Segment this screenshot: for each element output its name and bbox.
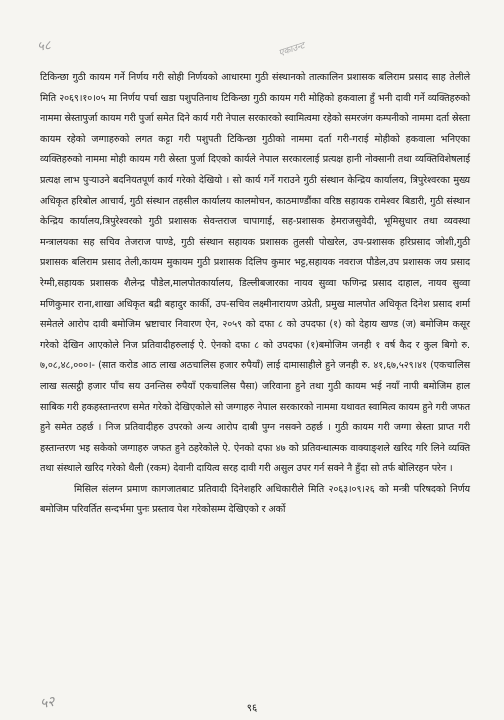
page-number: ९६ [246, 703, 258, 714]
margin-initials: ५२ [38, 693, 56, 713]
paragraph-evidence: मिसिल संलग्न प्रमाण कागजातबाट प्रतिवादी दिनेशहरि अधिकारीले मिति २०६३।०९।२६ को मन्त्री परिषदको निर्णय बमोजिम परिवर्तित सन्दर्भमा पुनः प्रस्ताव पेश गरेकोसम्म देखिएको र अर्को [40, 483, 470, 516]
faded-handwritten-note: एकाउन्ट [277, 41, 306, 59]
margin-handwritten-mark: ५८ [36, 38, 52, 55]
document-body [40, 68, 470, 521]
paragraph-judgment: टिकिन्छा गुठी कायम गर्ने निर्णय गरी सोही निर्णयको आधारमा गुठी संस्थानको तात्कालिन प्रशासक बलिराम प्रसाद साह तेलीले मिति २०६९।१०।०५ मा निर्णय पर्चा खडा पशुपतिनाथ टिकिन्छा गुठी कायम गरी मोहिको हकवाला हुँ भनी दावी गर्ने व्यक्तिहरुको नाममा स्रेस्तापुर्जा कायम गरी पुर्जा समेत दिने कार्य गरी नेपाल सरकारको स्वामित्वमा रहेको समरजंग कम्पनीको नाममा दर्ता स्रेस्ता कायम रहेको जग्गाहरुको लगत कट्टा गरी पशुपती टिकिन्छा गुठीको नाममा दर्ता गरी-गराई मोहीको हकवाला भनिएका व्यक्तिहरुको नाममा मोही कायम गरी स्रेस्ता पुर्जा दिएको कार्यले नेपाल सरकारलाई प्रत्यक्ष हानी नोक्सानी तथा व्यक्तिविशेषलाई प्रत्यक्ष लाभ पुऱ्याउने बदनियतपूर्ण कार्य गरेको देखियो । सो कार्य गर्ने गराउने गुठी संस्थान केन्द्रिय कार्यालय, त्रिपुरेश्वरका मुख्य अधिकृत हरिबोल आचार्य, गुठी संस्थान तहसील कार्यालय कालमोचन, काठमाण्डौंका वरिष्ठ सहायक रामेश्वर बिडारी, गुठी संस्थान केन्द्रिय कार्यालय,त्रिपुरेश्वरको गुठी प्रशासक सेवन्तराज चापागाई, सह-प्रशासक हेमराजसुवेदी, भूमिसुधार तथा व्यवस्था मन्त्रालयका सह सचिव तेजराज पाण्डे, गुठी संस्थान सहायक प्रशासक तुलसी पोखरेल, उप-प्रशासक हरिप्रसाद जोशी,गुठी प्रशासक बलिराम प्रसाद तेली,कायम मुकायम गुठी प्रशासक दिलिप कुमार भट्ट,सहायक नवराज पौडेल,उप प्रशासक जय प्रसाद रेग्मी,सहायक प्रशासक शैलेन्द्र पौडेल,मालपोतकार्यालय, डिल्लीबजारका नायव सुव्वा फणिन्द्र प्रसाद दाहाल, नायव सुव्वा मणिकुमार राना,शाखा अधिकृत बद्री बहादुर कार्की, उप-सचिव लक्ष्मीनारायण उप्रेती, प्रमुख मालपोत अधिकृत दिनेश प्रसाद शर्मा समेतले आरोप दावी बमोजिम भ्रष्टाचार निवारण ऐन, २०५९ को दफा ८ को उपदफा (१) को देहाय खण्ड (ज) बमोजिम कसूर गरेको देखिन आएकोले निज प्रतिवादीहरुलाई ऐ. ऐनको दफा ८ को उपदफा (१)बमोजिम जनही १ वर्ष कैद र कुल बिगो रु. ७,०८,४८,०००।- (सात करोड आठ लाख अठचालिस हजार रुपैयाँ) लाई दामासाहीले हुने जनही रु. ४१,६७,५२९।४१ (एकचालिस लाख सत्सट्ठी हजार पाँच सय उनन्तिस रुपैयाँ एकचालिस पैसा) जरिवाना हुने तथा गुठी कायम भई नयाँ नापी बमोजिम हाल साबिक गरी हकहस्तान्तरण समेत गरेको देखिएकोले सो जग्गाहरु नेपाल सरकारको नाममा यथावत स्वामित्व कायम हुने गरी जफत हुने समेत ठहर्छ । निज प्रतिवादीहरु उपरको अन्य आरोप दाबी पुग्न नसक्ने ठहर्छ । गुठी कायम गरी जग्गा स्रेस्ता प्राप्त गरी हस्तान्तरण भइ सकेको जग्गाहरु जफत हुने ठहरेकोले ऐ. ऐनको दफा ४७ को प्रतिवन्धात्मक वाक्याङ्शले खरिद गरि लिने व्यक्ति तथा संस्थाले खरिद गरेको थैली (रकम) देवानी दायित्व सरह दावी गरी असुल उपर गर्न सक्ने नै हुँदा सो तर्फ बोलिरहन परेन । [40, 72, 470, 475]
